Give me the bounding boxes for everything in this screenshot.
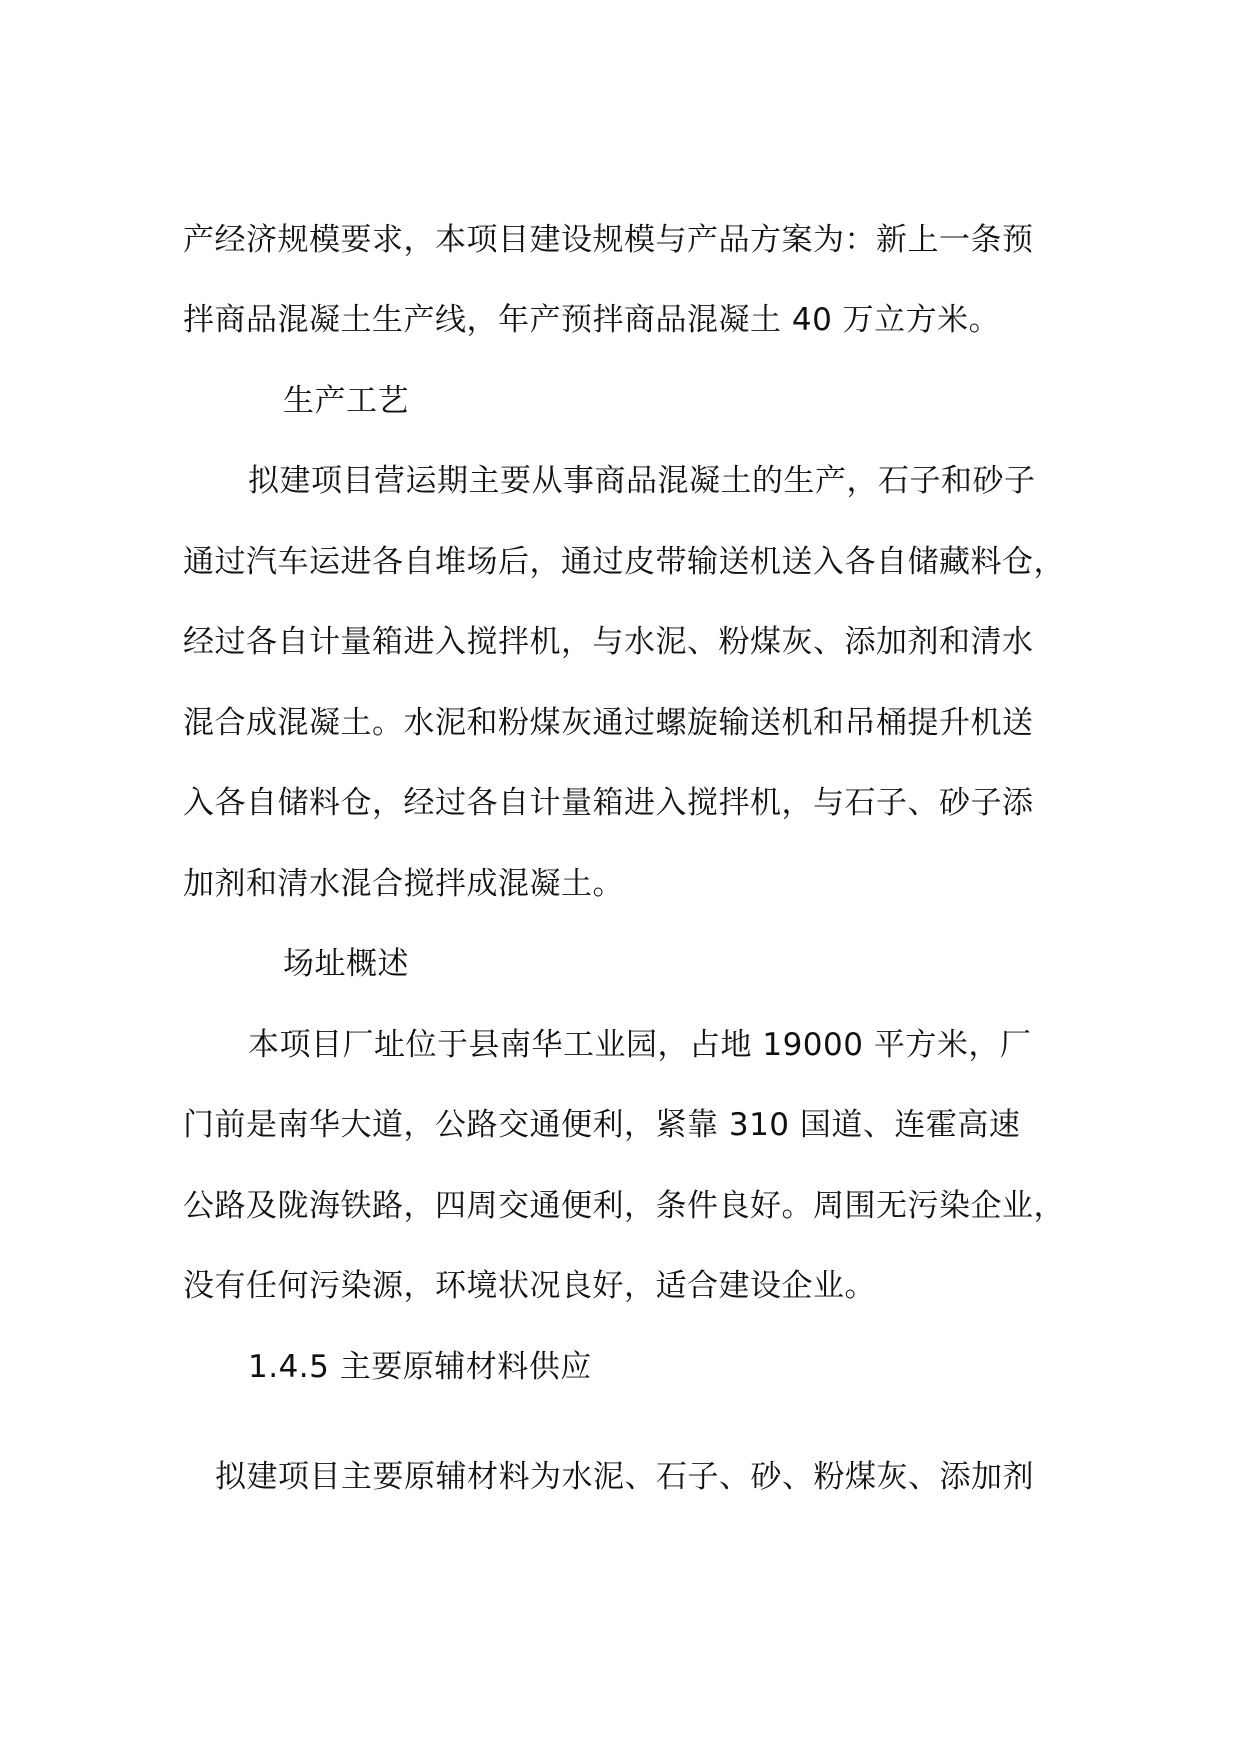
paragraph-line: 公路及陇海铁路，四周交通便利，条件良好。周围无污染企业， (183, 1188, 1065, 1224)
paragraph-line: 拟建项目主要原辅材料为水泥、石子、砂、粉煤灰、添加剂 (215, 1459, 1034, 1495)
paragraph-line: 经过各自计量箱进入搅拌机，与水泥、粉煤灰、添加剂和清水 (183, 624, 1034, 660)
section-heading-site-overview: 场址概述 (283, 946, 409, 982)
paragraph-line: 加剂和清水混合搅拌成混凝土。 (183, 866, 624, 902)
paragraph-line: 产经济规模要求，本项目建设规模与产品方案为：新上一条预 (183, 222, 1034, 258)
paragraph-line: 没有任何污染源，环境状况良好，适合建设企业。 (183, 1268, 876, 1304)
paragraph-line: 拌商品混凝土生产线，年产预拌商品混凝土 40 万立方米。 (183, 302, 1001, 338)
paragraph-line: 混合成混凝土。水泥和粉煤灰通过螺旋输送机和吊桶提升机送 (183, 705, 1034, 741)
paragraph-line: 本项目厂址位于县南华工业园，占地 19000 平方米，厂 (248, 1027, 1032, 1063)
paragraph-line: 入各自储料仓，经过各自计量箱进入搅拌机，与石子、砂子添 (183, 785, 1034, 821)
section-heading-raw-materials: 1.4.5 主要原辅材料供应 (248, 1349, 592, 1385)
paragraph-line: 通过汽车运进各自堆场后，通过皮带输送机送入各自储藏料仓， (183, 544, 1065, 580)
section-heading-production-process: 生产工艺 (283, 383, 409, 419)
paragraph-line: 门前是南华大道，公路交通便利，紧靠 310 国道、连霍高速 (183, 1107, 1021, 1143)
paragraph-line: 拟建项目营运期主要从事商品混凝土的生产，石子和砂子 (248, 463, 1036, 499)
